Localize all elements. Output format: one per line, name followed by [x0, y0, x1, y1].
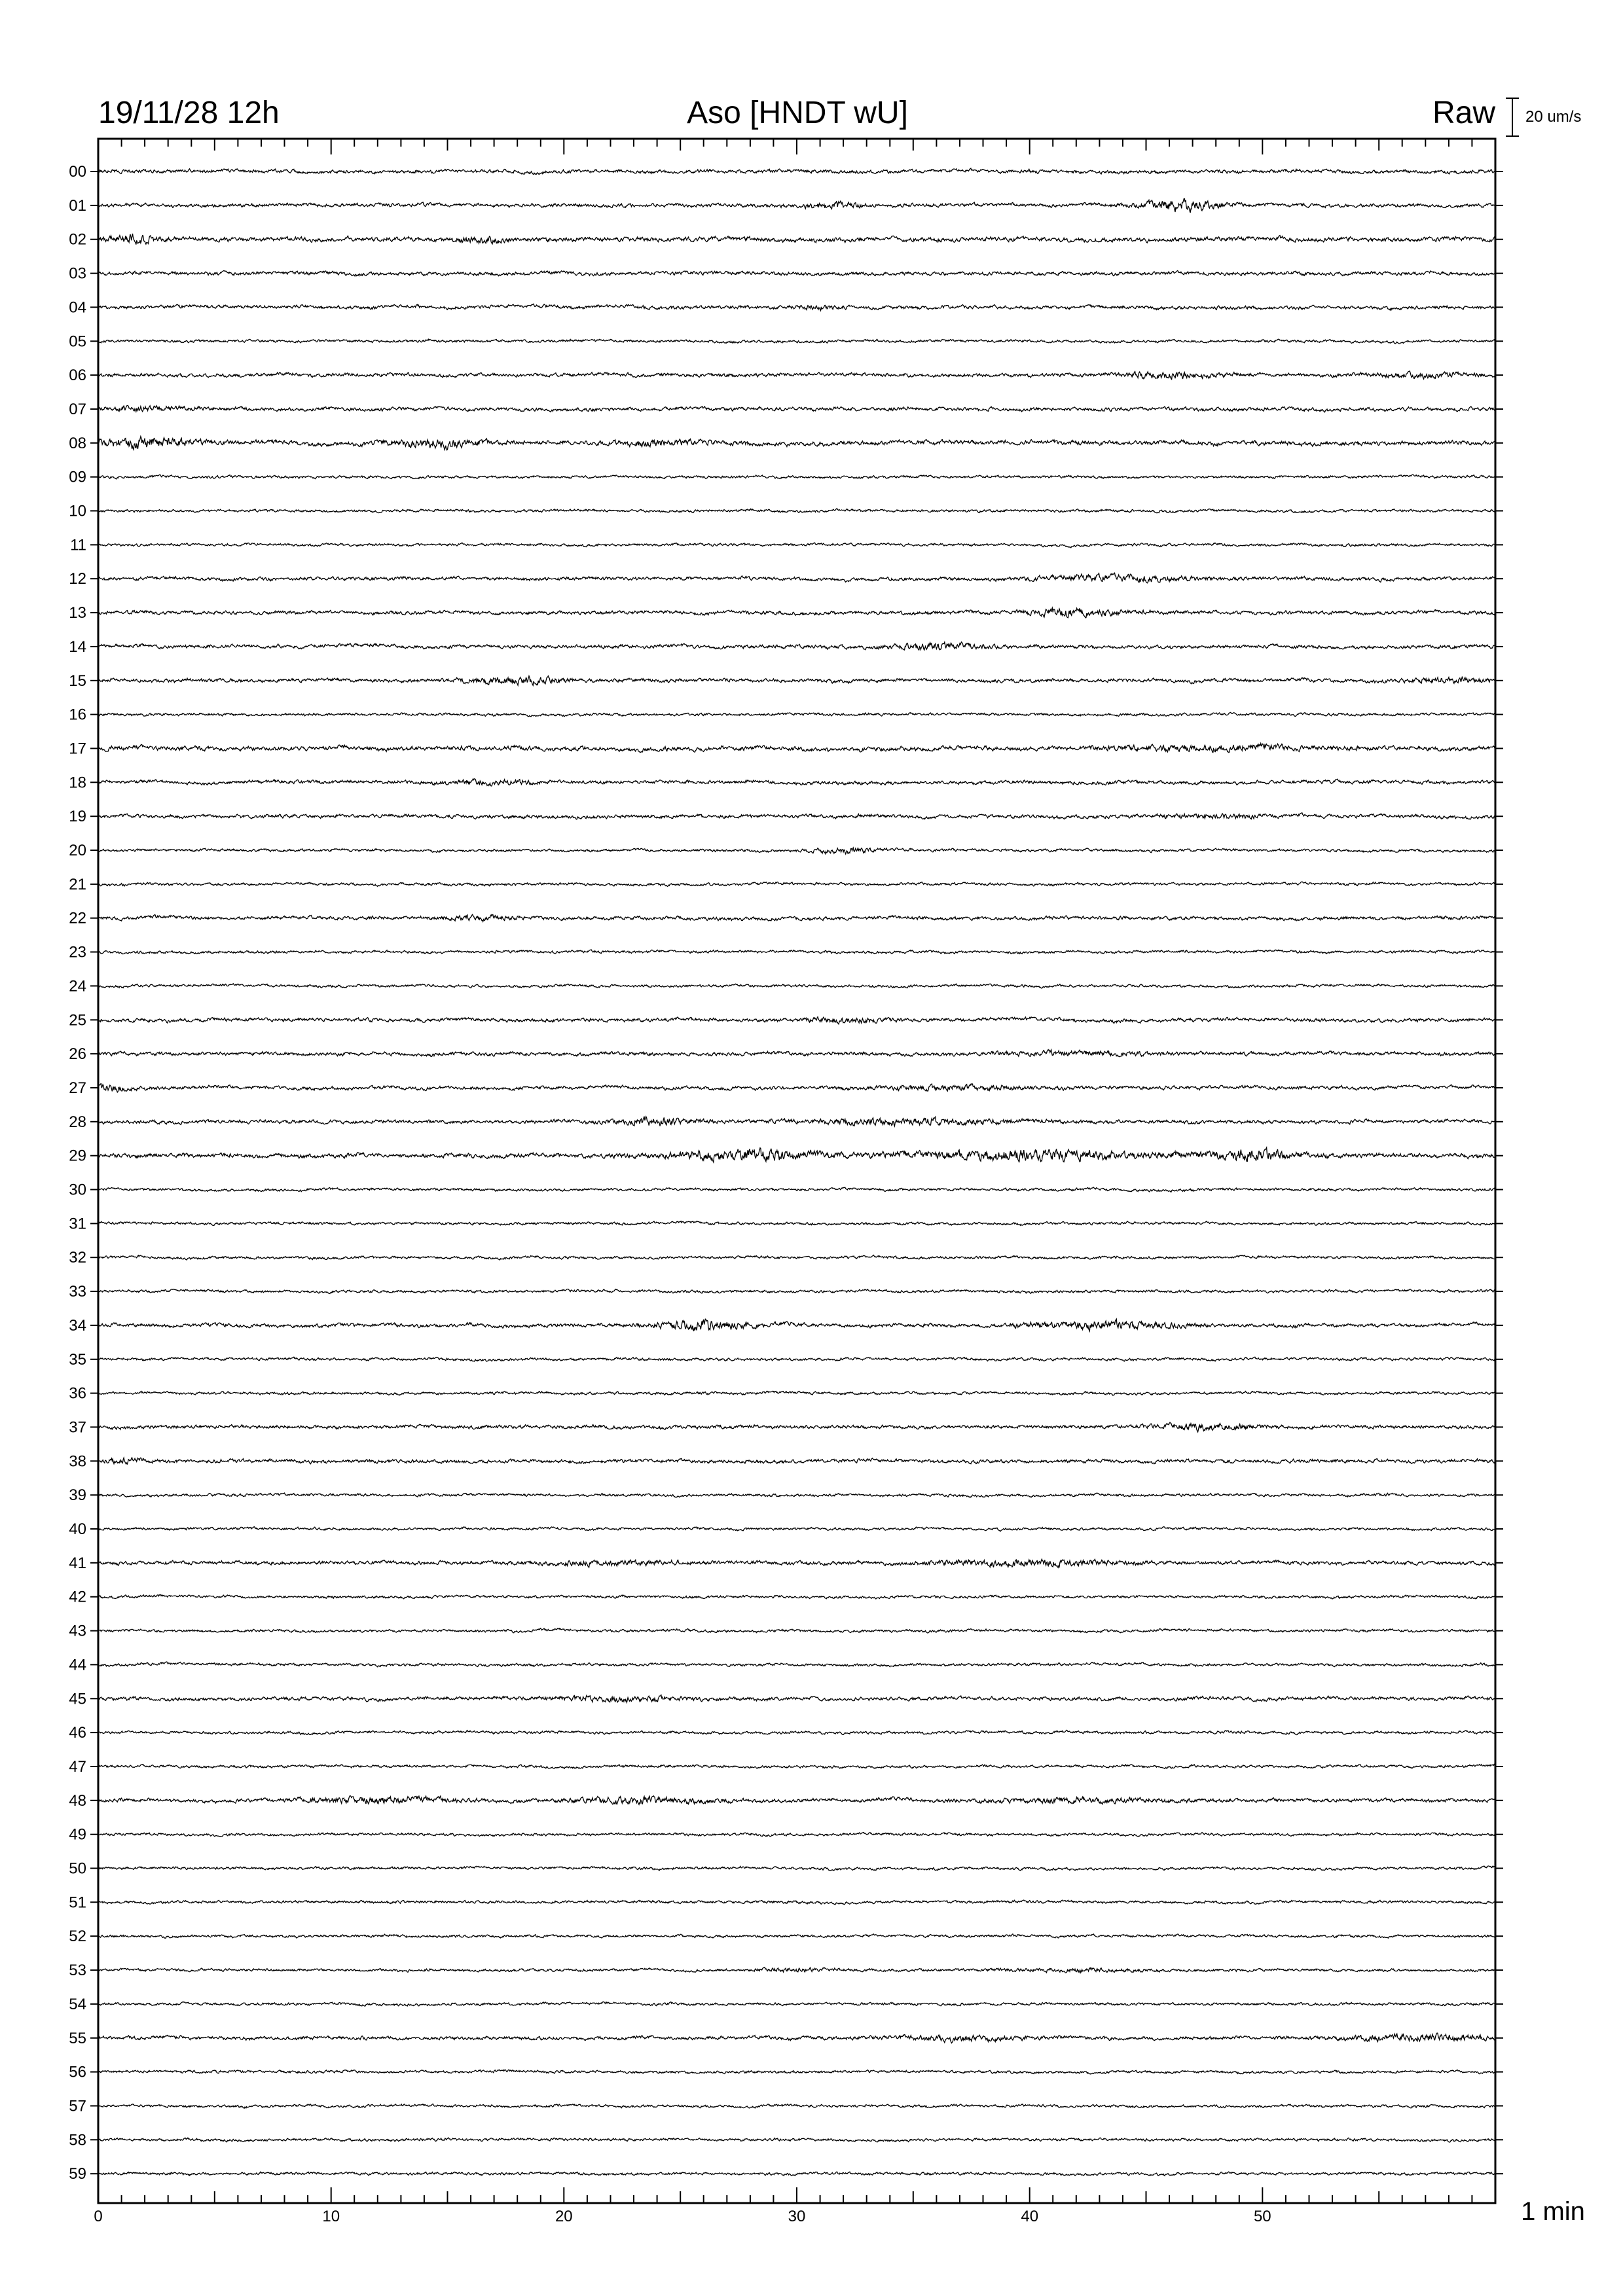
scale-bar — [1506, 98, 1519, 136]
row-label: 45 — [69, 1690, 86, 1708]
row-label: 16 — [69, 706, 86, 724]
trace-group — [98, 168, 1495, 2176]
trace-row — [98, 573, 1495, 583]
row-label: 12 — [69, 570, 86, 588]
trace-row — [98, 1900, 1495, 1905]
trace-row — [98, 543, 1495, 548]
trace-row — [98, 1695, 1495, 1703]
trace-row — [98, 1559, 1495, 1568]
trace-row — [98, 1255, 1495, 1260]
plot-frame — [98, 139, 1495, 2203]
row-label: 09 — [69, 468, 86, 486]
trace-row — [98, 1765, 1495, 1769]
row-label: 41 — [69, 1554, 86, 1572]
trace-row — [98, 168, 1495, 174]
row-label: 40 — [69, 1520, 86, 1538]
trace-row — [98, 950, 1495, 954]
trace-row — [98, 304, 1495, 310]
row-label: 47 — [69, 1758, 86, 1776]
trace-row — [98, 1493, 1495, 1498]
row-label: 58 — [69, 2131, 86, 2149]
trace-row — [98, 744, 1495, 753]
trace-row — [98, 2104, 1495, 2109]
row-label: 52 — [69, 1928, 86, 1946]
trace-row — [98, 1662, 1495, 1667]
row-label: 50 — [69, 1859, 86, 1878]
row-label: 02 — [69, 230, 86, 249]
trace-row — [98, 1833, 1495, 1837]
header-datetime: 19/11/28 12h — [98, 96, 280, 130]
row-label: 44 — [69, 1656, 86, 1674]
row-label: 28 — [69, 1113, 86, 1131]
trace-row — [98, 1527, 1495, 1532]
trace-row — [98, 642, 1495, 650]
trace-row — [98, 1458, 1495, 1464]
trace-row — [98, 1628, 1495, 1633]
row-label: 49 — [69, 1825, 86, 1844]
row-label: 32 — [69, 1249, 86, 1267]
trace-row — [98, 2002, 1495, 2007]
row-label: 19 — [69, 808, 86, 826]
row-label: 55 — [69, 2029, 86, 2047]
trace-row — [98, 1422, 1495, 1432]
trace-row — [98, 1866, 1495, 1871]
trace-row — [98, 1147, 1495, 1162]
row-label: 00 — [69, 163, 86, 181]
row-label: 18 — [69, 774, 86, 792]
x-tick-label: 50 — [1253, 2208, 1271, 2225]
trace-row — [98, 813, 1495, 819]
trace-row — [98, 1731, 1495, 1735]
trace-row — [98, 1357, 1495, 1361]
axis-ticks — [90, 139, 1503, 2203]
row-label: 05 — [69, 332, 86, 351]
row-label: 35 — [69, 1350, 86, 1369]
trace-row — [98, 405, 1495, 412]
row-label: 36 — [69, 1384, 86, 1403]
trace-row — [98, 1289, 1495, 1294]
trace-row — [98, 848, 1495, 854]
row-label: 30 — [69, 1181, 86, 1199]
row-label: 38 — [69, 1452, 86, 1471]
row-label: 37 — [69, 1418, 86, 1437]
row-label: 07 — [69, 401, 86, 418]
row-label: 57 — [69, 2097, 86, 2115]
x-axis-unit-label: 1 min — [1521, 2197, 1585, 2226]
row-label: 23 — [69, 943, 86, 961]
trace-row — [98, 882, 1495, 886]
row-label: 48 — [69, 1791, 86, 1810]
trace-row — [98, 2033, 1495, 2043]
row-label: 34 — [69, 1316, 86, 1335]
trace-row — [98, 1117, 1495, 1126]
trace-row — [98, 437, 1495, 450]
row-label: 59 — [69, 2165, 86, 2183]
trace-row — [98, 199, 1495, 213]
row-label: 20 — [69, 842, 86, 859]
x-tick-label: 20 — [555, 2208, 573, 2225]
row-labels — [69, 163, 86, 2183]
trace-row — [98, 339, 1495, 344]
trace-row — [98, 1221, 1495, 1226]
row-label: 11 — [70, 536, 86, 554]
row-label: 51 — [69, 1893, 86, 1912]
trace-row — [98, 1050, 1495, 1057]
row-label: 42 — [69, 1588, 86, 1606]
trace-row — [98, 984, 1495, 988]
x-tick-label: 10 — [322, 2208, 340, 2225]
row-label: 21 — [69, 875, 86, 893]
trace-row — [98, 1187, 1495, 1192]
trace-row — [98, 475, 1495, 479]
row-label: 03 — [69, 264, 86, 283]
row-label: 01 — [69, 196, 86, 215]
row-label: 39 — [69, 1486, 86, 1505]
x-tick-label: 0 — [94, 2208, 103, 2225]
trace-row — [98, 608, 1495, 618]
trace-row — [98, 914, 1495, 922]
row-label: 27 — [69, 1079, 86, 1097]
trace-row — [98, 2138, 1495, 2142]
x-tick-labels — [94, 2208, 1271, 2225]
row-label: 31 — [69, 1215, 86, 1233]
trace-row — [98, 1017, 1495, 1024]
trace-row — [98, 271, 1495, 276]
row-label: 43 — [69, 1622, 86, 1640]
trace-row — [98, 1319, 1495, 1331]
row-label: 13 — [69, 604, 86, 622]
row-label: 06 — [69, 367, 86, 385]
trace-row — [98, 2172, 1495, 2176]
row-label: 08 — [69, 434, 86, 452]
row-label: 56 — [69, 2063, 86, 2081]
scale-bar-label: 20 um/s — [1525, 108, 1582, 126]
x-tick-label: 30 — [788, 2208, 806, 2225]
row-label: 54 — [69, 1995, 86, 2013]
trace-row — [98, 1084, 1495, 1092]
trace-row — [98, 1967, 1495, 1973]
trace-row — [98, 2070, 1495, 2074]
row-label: 46 — [69, 1724, 86, 1742]
row-label: 26 — [69, 1045, 86, 1064]
trace-row — [98, 712, 1495, 716]
trace-row — [98, 1594, 1495, 1599]
row-label: 25 — [69, 1011, 86, 1030]
header-mode: Raw — [1432, 96, 1495, 130]
trace-row — [98, 1934, 1495, 1939]
row-label: 29 — [69, 1147, 86, 1165]
row-label: 24 — [69, 977, 86, 996]
trace-row — [98, 779, 1495, 786]
row-label: 04 — [69, 298, 86, 317]
trace-row — [98, 509, 1495, 513]
row-label: 14 — [69, 637, 86, 656]
row-label: 15 — [69, 672, 86, 690]
trace-row — [98, 371, 1495, 380]
row-label: 10 — [69, 502, 86, 520]
trace-row — [98, 1796, 1495, 1804]
row-label: 17 — [69, 740, 86, 758]
row-label: 33 — [69, 1283, 86, 1300]
trace-row — [98, 1391, 1495, 1395]
trace-row — [98, 234, 1495, 245]
row-label: 53 — [69, 1962, 86, 1980]
trace-row — [98, 676, 1495, 686]
x-tick-label: 40 — [1021, 2208, 1039, 2225]
row-label: 22 — [69, 909, 86, 927]
chart-title: Aso [HNDT wU] — [687, 96, 908, 130]
